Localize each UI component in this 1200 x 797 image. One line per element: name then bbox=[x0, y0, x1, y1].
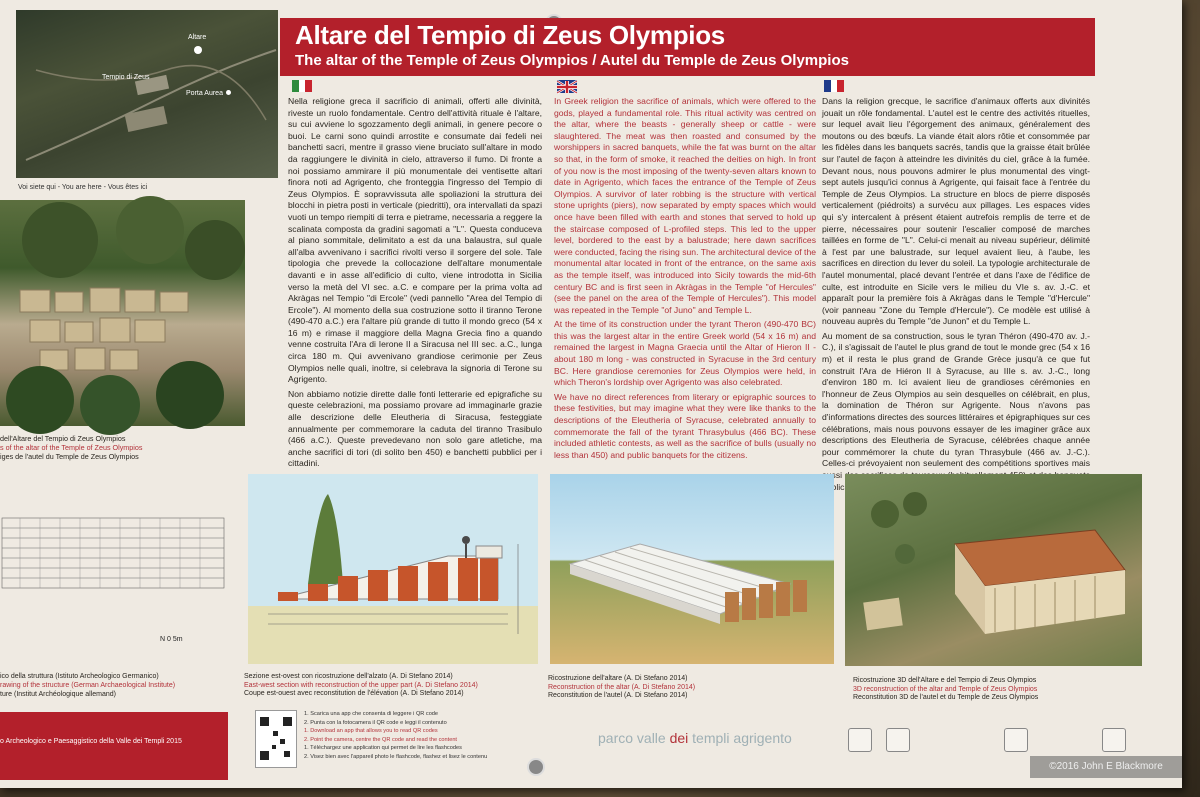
scale-bar: N 0 5m bbox=[160, 636, 183, 643]
photo-caption bbox=[0, 434, 143, 461]
section-caption-fr: Coupe est-ouest avec reconstitution de l'élévation (A. Di Stefano 2014) bbox=[244, 690, 464, 698]
photo-watermark: ©2016 John E Blackmore bbox=[1030, 756, 1182, 778]
sponsor-logos bbox=[848, 728, 1126, 752]
qr-instruction: 1. Téléchargez une application qui permet de lire les flashcodes bbox=[304, 745, 462, 752]
screw-bolt bbox=[527, 758, 545, 776]
uk-flag-icon bbox=[557, 80, 577, 92]
qr-instruction: 2. Punta con la fotocamera il QR code e leggi il contenuto bbox=[304, 719, 447, 726]
park-brand-logo bbox=[598, 730, 792, 746]
aerial-caption-en: 3D reconstruction of the altar and Temple of Zeus Olympios bbox=[853, 685, 1038, 693]
unesco-logo-icon bbox=[848, 728, 872, 752]
qr-instruction: 2. Visez bien avec l'appareil photo le flashcode, flashez et lisez le contenu bbox=[304, 753, 488, 760]
aerial-caption-fr: Reconstitution 3D de l'autel et du Temple de Zeus Olympios bbox=[853, 694, 1039, 702]
english-paragraph: We have no direct references from literary or epigraphic sources to these festivities, but may imagine what they were like thanks to the descriptions of the Eleutheria of Syracuse, celebrated annually to commemorate the fall of the tyrant Thrasybulus (466 BC). These included athletic contests, as well as the sacrifice of bulls (usually no less than 450) and public banquets for the citizens. bbox=[554, 391, 816, 460]
french-paragraph: Au moment de sa construction, sous le tyran Théron (490-470 av. J.-C.), il s'agissait de l'autel le plus grand de tout le monde grec (54 x 16 m) et il resta le plus grand de Grande Grèce jusqu'à ce que fut construit l'Ara de Hiéron II à Syracuse, au IIIe s. av. J.-C., long d'environ 180 m. Ici avaient lieu de grandioses cérémonies en l'honneur de Zeus Olympios au sein desquelles on célébrait, en plus, la domination de Théron sur Agrigente. Nous n'avons pas d'informations directes des sources littéraires et épigraphiques sur ces célébrations, mais nous pouvons essayer de les imaginer grâce aux descriptions des Eleutheria de Syracuse, célébrées chaque année pour commémorer la chute du tyran Thrasybule (466 av. J.-C.). Celles-ci prévoyaient non seulement des compétitions sportives mais publics bbox=[822, 330, 1090, 492]
altar-ruins-photo bbox=[0, 200, 245, 426]
english-paragraph: At the time of its construction under the tyrant Theron (490-470 BC) this was the largest altar in the entire Greek world (54 x 16 m) and remained the largest in Magna Graecia until the Altar of Hieron II - about 180 m long - was constructed in Syracuse in the 3rd century BC. Here grandiose ceremonies for Zeus Olympios were held, in which Theron's lordship over Agrigento was also celebrated. bbox=[554, 319, 816, 388]
recon-caption-fr: Reconstitution de l'autel (A. Di Stefano 2014) bbox=[548, 692, 688, 700]
plan-caption-fr: ture (Institut Archéologique allemand) bbox=[0, 691, 116, 698]
altar-reconstruction-render bbox=[550, 474, 834, 664]
sicily-region-logo-icon bbox=[1004, 728, 1028, 752]
plan-caption bbox=[0, 672, 175, 699]
section-caption-it: Sezione est-ovest con ricostruzione dell'alzato (A. Di Stefano 2014) bbox=[244, 673, 453, 680]
photo-caption-fr: iges de l'autel du Temple de Zeus Olympios bbox=[0, 452, 139, 461]
page-title: Altare del Tempio di Zeus Olympios bbox=[295, 20, 725, 50]
english-text-column bbox=[554, 96, 816, 464]
qr-code[interactable] bbox=[255, 710, 297, 768]
french-text-column bbox=[822, 96, 1090, 492]
french-paragraph: Dans la religion grecque, le sacrifice d'animaux offerts aux divinités jouait un rôle fondamental. L'autel est le centre des activités rituelles, sur lequel avait lieu l'égorgement des animaux, généralement des moutons ou des bœufs. La viande était alors rôtie et consommée par les fidèles dans les banquets sacrés, tandis que la graisse était brûlée sur l'autel de façon à atteindre les divinités du ciel, grâce à la fumée. Devant nous, nous pouvons admirer le plus monumental des vingt-sept autels jusqu'ici connus à Agrigente, qui faisait face à l'entrée du Temple de Zeus Olympios. La structure en blocs de pierre disposés verticalement (piédroits) a survécu aux pillages. Les espaces vides qui s'y intercalent à présent étaient autrefois remplis de terre et de pierre, nécessaires pour soutenir l'escalier composé de marches taillées en forme de "L". Celui-ci menait au niveau supérieur, délimité à l'est par une balustrade, sur lequel avaient lieu, à l'aube, les sacrifices en direction du lever du soleil. La typologie architecturale de l'autel monumental, placé devant l'entrée et dans l'axe de l'édifice de culte, est introduite en Sicile vers le milieu du VIe s. av. J.-C. et apparaît pour la première fois à Akràgas dans le Temple "d'Hercule" (voir panneau "Zone du Temple d'Hercule"). Ce modèle est utilisé à nouveau auprès du Temple "de Junon" et du Temple L. bbox=[822, 96, 1090, 327]
brand-text: parco valle bbox=[598, 730, 670, 746]
world-heritage-logo-icon bbox=[886, 728, 910, 752]
municipal-crest-icon bbox=[1102, 728, 1126, 752]
aerial-caption bbox=[853, 677, 1038, 703]
footer-banner bbox=[0, 712, 228, 780]
section-illustration bbox=[248, 474, 538, 664]
recon-caption-it: Ricostruzione dell'altare (A. Di Stefano 2014) bbox=[548, 675, 688, 682]
map-pin-icon bbox=[226, 90, 231, 95]
reconstruction-caption bbox=[548, 675, 695, 701]
section-caption bbox=[244, 673, 478, 699]
aerial-3d-render bbox=[845, 474, 1142, 666]
map-pin-icon bbox=[194, 46, 202, 54]
qr-instruction: 2. Point the camera, centre the QR code and read the content bbox=[304, 736, 457, 743]
plan-caption-en: rawing of the structure (German Archaeological Institute) bbox=[0, 682, 176, 689]
italian-text-column bbox=[288, 96, 542, 469]
photo-caption-en: s of the altar of the Temple of Zeus Olympios bbox=[0, 443, 143, 452]
recon-caption-en: Reconstruction of the altar (A. Di Stefano 2014) bbox=[548, 683, 696, 691]
plan-drawing bbox=[0, 508, 230, 608]
page-subtitle: The altar of the Temple of Zeus Olympios / Autel du Temple de Zeus Olympios bbox=[295, 52, 849, 69]
english-paragraph: In Greek religion the sacrifice of animals, which were offered to the gods, played a fundamental role. This ritual activity was centred on the altar, where the beasts - generally sheep or cattle - were slaughtered. The meat was then roasted and consumed by the worshippers in sacred banquets, while the fat was burnt on the altar so that, in the form of smoke, it reached the deities on high. In front of you now is the most imposing of the twenty-seven altars known to date in Agrigento, which faces the entrance of the Temple of Zeus Olympios. A survivor of later robbing is the structure with vertical stone uprights (piers), now separated by empty spaces which would once have been filled with earth and stones that served to hold up the staircase composed of L-profiled steps. This led to the upper level, bordered to the east by a balustrade; here dawn sacrifices were conducted, facing the rising sun. The architectural device of the monumental altar located in front of the entrance, on the same axis as the temple itself, was introduced into Sicily towards the mid-6th century BC and is first seen in Akràgas in the Temple "of Hercules" (see the panel on the area of the Temple of Hercules"). This model was repeated in the Temple "of Juno" and Temple L. bbox=[554, 96, 816, 315]
footer-credit: o Archeologico e Paesaggistico della Valle dei Templi 2015 bbox=[0, 738, 182, 745]
french-flag-icon bbox=[824, 80, 844, 92]
site-map bbox=[16, 10, 278, 178]
map-legend: Voi siete qui - You are here - Vous êtes ici bbox=[18, 184, 148, 191]
italian-paragraph: Non abbiamo notizie dirette dalle fonti letterarie ed epigrafiche su queste celebrazioni, ma possiamo provare ad immaginarle grazie alle descrizione delle Eleutheria di Siracusa, festeggiate annualmente per commemorare la caduta del tiranno Trasibulo (466 a.C.). Queste prevedevano non solo gare atletiche, ma anche sacrifici di tori (di solito ben 450) e banchetti pubblici per i cittadini. bbox=[288, 388, 542, 469]
section-caption-en: East-west section with reconstruction of the upper part (A. Di Stefano 2014) bbox=[244, 681, 478, 689]
italian-flag-icon bbox=[292, 80, 312, 92]
qr-instruction: 1. Download an app that allows you to read QR codes bbox=[304, 728, 438, 735]
brand-text: templi agrigento bbox=[688, 730, 792, 746]
plan-caption-it: ico della struttura (Istituto Archeologico Germanico) bbox=[0, 673, 159, 680]
qr-instruction: 1. Scarica una app che consenta di leggere i QR code bbox=[304, 711, 439, 717]
photo-caption-it: dell'Altare del Tempio di Zeus Olympios bbox=[0, 434, 126, 443]
map-label-tempio: Tempio di Zeus bbox=[102, 74, 150, 81]
qr-instructions bbox=[304, 710, 487, 762]
brand-text: dei bbox=[669, 730, 689, 746]
italian-paragraph: Nella religione greca il sacrificio di animali, offerti alle divinità, riveste un ruolo fondamentale. Centro dell'attività rituale è l'altare, su cui avviene lo sgozzamento degli animali, in genere pecore o buoi. Le carni sono quindi arrostite e consumate dai fedeli nei banchetti sacri, mentre il grasso viene bruciato sull'altare in modo da raggiungere le divinità in cielo, attraverso il fumo. Di fronte a noi possiamo ammirare il più monumentale dei ventisette altari finora noti ad Agrigento, che fronteggia l'ingresso del Tempio di Zeus Olympios. È sopravvissuta alle spoliazioni la struttura dei blocchi in pietra posti in verticale (piedritti), ora intervallati da spazi vuoti un tempo riempiti di terra e pietrame, necessaria a reggere la scalinata composta da gradini sagomati a "L". Questa conduceva al piano sommitale, delimitato a est da una balaustra, sul quale all'alba avvenivano i sacrifici rivolti verso il sorgere del sole. Tale tipologia che prevede la collocazione dell'altare monumentale davanti e in asse all'edificio di culto, viene introdotta in Sicilia verso la metà del VI sec. a.C. e compare per la prima volta ad Akràgas nel Tempio "di Ercole" (vedi pannello "Area del Tempio di Ercole"). Al momento della sua costruzione sotto il tiranno Terone (490-470 a.C.) era l'altare più grande di tutto il mondo greco (54 x 16 m) e rimase il maggiore della Magna Grecia fino a quando venne costruita l'Ara di Ierone II a Siracusa nel III sec. a.C., lunga circa 180 m. Qui avvenivano grandiose cerimonie per Zeus Olympios nelle quali, inoltre, si celebrava la signoria di Terone su Agrigento. bbox=[288, 96, 542, 385]
map-label-altare: Altare bbox=[188, 34, 207, 41]
aerial-caption-it: Ricostruzione 3D dell'Altare e del Tempio di Zeus Olympios bbox=[853, 677, 1037, 684]
map-label-porta: Porta Aurea bbox=[186, 90, 223, 97]
